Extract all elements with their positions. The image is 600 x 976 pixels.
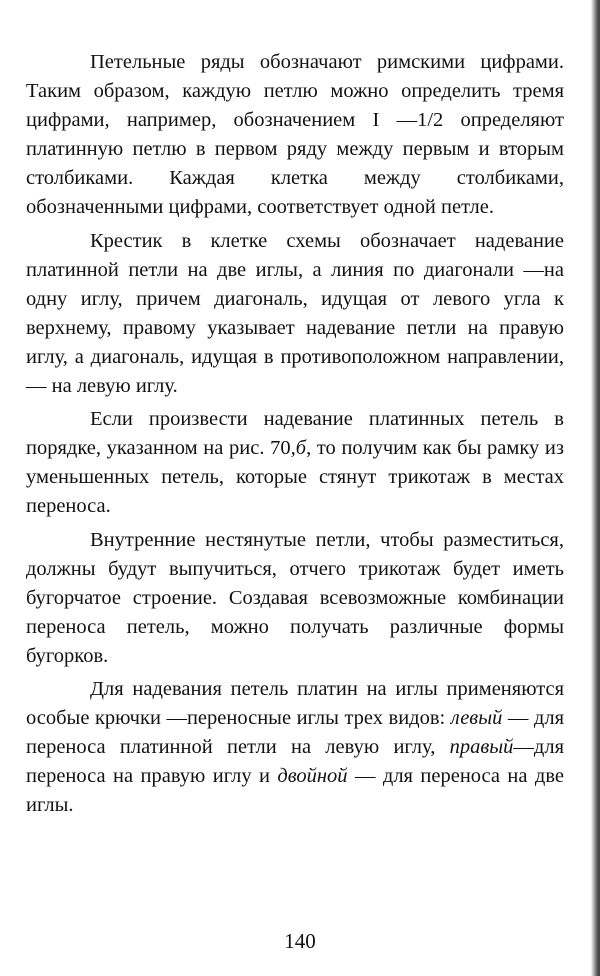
text-segment: — для переноса на две иглы. (26, 765, 564, 817)
paragraph-4 (26, 526, 564, 671)
text-segment: Внутренние нестянутые петли, чтобы разместиться, должны будут выпучиться, отчего трикотаж будет иметь бугорчатое строение. Создавая всевозможные комбинации переноса петель, можно получать различные формы бугорков. (26, 528, 564, 667)
italic-text-segment: б (295, 437, 307, 460)
text-segment: , то получим как бы рамку из уменьшенных петель, которые стянут трикотаж в местах переноса. (26, 437, 564, 518)
italic-text-segment: двойной (277, 765, 348, 788)
text-segment: — для переноса платинной петли на левую иглу, (26, 707, 564, 759)
text-segment: Если произвести надевание платинных петель в порядке, указанном на рис. 70, (26, 408, 564, 460)
italic-text-segment: правый (449, 736, 514, 759)
text-segment: Петельные ряды обозначают римскими цифрами. Таким образом, каждую петлю можно определить тремя цифрами, например, обозначением I —1/2 определяют платинную петлю в первом ряду между первым и вторым столбиками. Каждая клетка между столбиками, обозначенными цифрами, соответствует одной петле. (26, 51, 564, 219)
scan-edge-shadow (591, 0, 600, 976)
paragraph-2 (26, 227, 564, 402)
text-segment: Крестик в клетке схемы обозначает надевание платинной петли на две иглы, а линия по диагонали —на одну иглу, причем диагональ, идущая от левого угла к верхнему, правому указывает надевание петли на правую иглу, а диагональ, идущая в противоположном направлении,— на левую иглу. (26, 229, 564, 398)
text-segment: —для переноса на правую иглу и (26, 736, 564, 788)
body-text (26, 48, 564, 820)
paragraph-1 (26, 48, 564, 223)
text-segment: Для надевания петель платин на иглы применяются особые крючки —переносные иглы трех видов: (26, 677, 564, 730)
page-number: 140 (284, 929, 316, 953)
paragraph-5 (26, 675, 564, 820)
paragraph-3 (26, 405, 564, 521)
italic-text-segment: левый (450, 707, 503, 730)
